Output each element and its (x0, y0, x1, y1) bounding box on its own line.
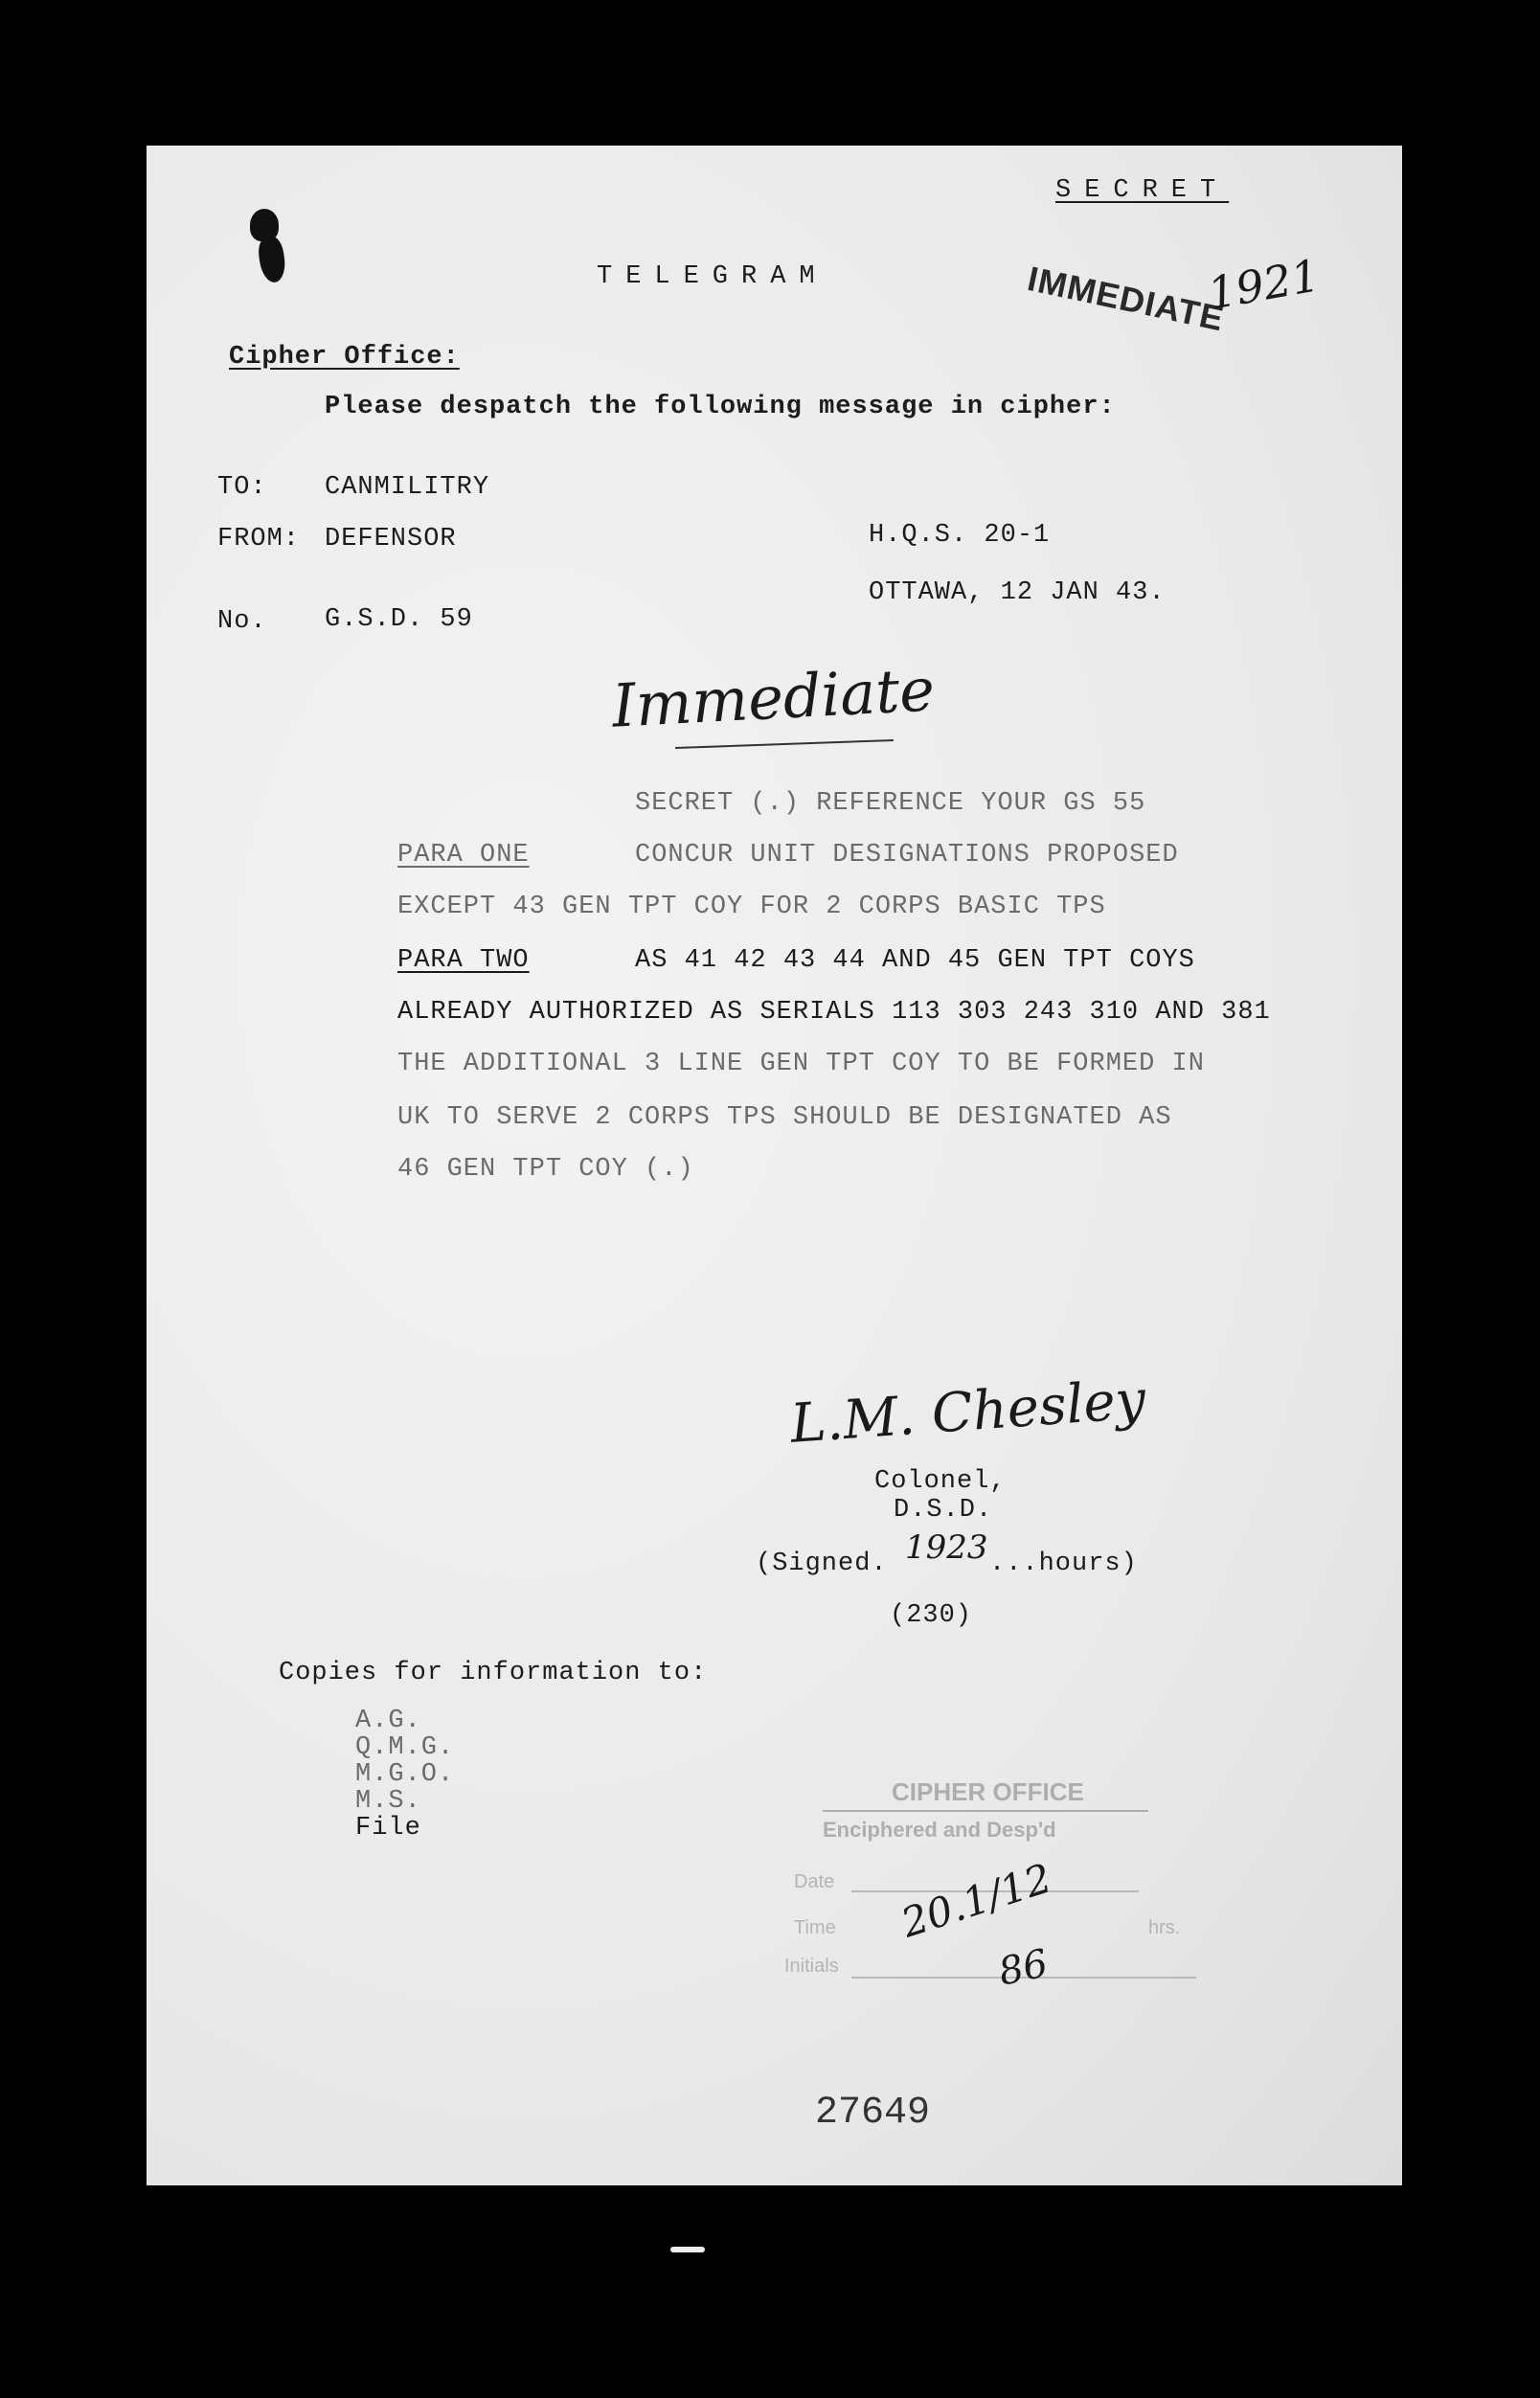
number-label: No. (217, 607, 267, 636)
copies-recipient: M.G.O. (355, 1760, 455, 1789)
message-line-6: THE ADDITIONAL 3 LINE GEN TPT COY TO BE FORMED IN (397, 1050, 1205, 1078)
message-opening: SECRET (.) REFERENCE YOUR GS 55 (635, 789, 1146, 818)
to-label: TO: (217, 473, 267, 502)
para-two-text: AS 41 42 43 44 AND 45 GEN TPT COYS (635, 946, 1195, 975)
cipher-stamp-line: Enciphered and Desp'd (823, 1818, 1056, 1842)
document-title: TELEGRAM (597, 262, 828, 291)
cipher-stamp-time-label: Time (794, 1917, 836, 1938)
para-one-label: PARA ONE (397, 841, 530, 870)
from-value: DEFENSOR (325, 525, 457, 554)
ink-blot-tail (257, 235, 287, 283)
classification-marking: SECRET (1055, 176, 1230, 205)
number-value: G.S.D. 59 (325, 605, 473, 634)
handwritten-priority: Immediate (610, 654, 937, 741)
handwritten-number: 1921 (1204, 249, 1324, 320)
message-line-7: UK TO SERVE 2 CORPS TPS SHOULD BE DESIGNATED AS (397, 1103, 1172, 1132)
signed-time-suffix: ...hours) (989, 1550, 1138, 1578)
cipher-stamp-rule (823, 1810, 1148, 1812)
to-value: CANMILITRY (325, 473, 490, 502)
cipher-stamp-initials-label: Initials (784, 1956, 839, 1977)
hqs-reference: H.Q.S. 20-1 (869, 521, 1051, 550)
message-line-5: ALREADY AUTHORIZED AS SERIALS 113 303 243 310 AND 381 (397, 998, 1271, 1027)
document-page (147, 146, 1402, 2185)
cipher-stamp-title: CIPHER OFFICE (892, 1777, 1084, 1806)
cipher-stamp-date-label: Date (794, 1871, 835, 1892)
immediate-stamp: IMMEDIATE (1024, 259, 1228, 339)
copies-recipient: File (355, 1814, 421, 1843)
scan-mark (670, 2247, 705, 2252)
signed-time-prefix: (Signed. (756, 1550, 888, 1578)
para-one-text: CONCUR UNIT DESIGNATIONS PROPOSED (635, 841, 1179, 870)
despatch-instruction: Please despatch the following message in cipher: (325, 393, 1116, 421)
from-label: FROM: (217, 525, 301, 554)
handwritten-signed-time: 1923 (905, 1528, 988, 1567)
cipher-stamp-hrs-label: hrs. (1148, 1917, 1181, 1938)
message-line-8: 46 GEN TPT COY (.) (397, 1155, 694, 1184)
copies-heading: Copies for information to: (279, 1659, 708, 1687)
place-date: OTTAWA, 12 JAN 43. (869, 578, 1166, 607)
copies-recipient: A.G. (355, 1707, 421, 1735)
cipher-office-heading: Cipher Office: (229, 343, 460, 372)
signature-reference: (230) (890, 1601, 973, 1630)
copies-recipient: Q.M.G. (355, 1733, 455, 1762)
priority-underline (675, 739, 894, 749)
signer-rank: Colonel, (874, 1467, 1007, 1496)
handwritten-cipher-date: 20.1/12 (895, 1854, 1057, 1947)
document-number: 27649 (815, 2092, 931, 2135)
para-two-label: PARA TWO (397, 946, 530, 975)
copies-recipient: M.S. (355, 1787, 421, 1816)
handwritten-cipher-initials: 86 (994, 1941, 1053, 1995)
handwritten-signature: L.M. Chesley (788, 1369, 1148, 1456)
message-line-3: EXCEPT 43 GEN TPT COY FOR 2 CORPS BASIC TPS (397, 893, 1106, 921)
signer-office: D.S.D. (894, 1496, 993, 1525)
